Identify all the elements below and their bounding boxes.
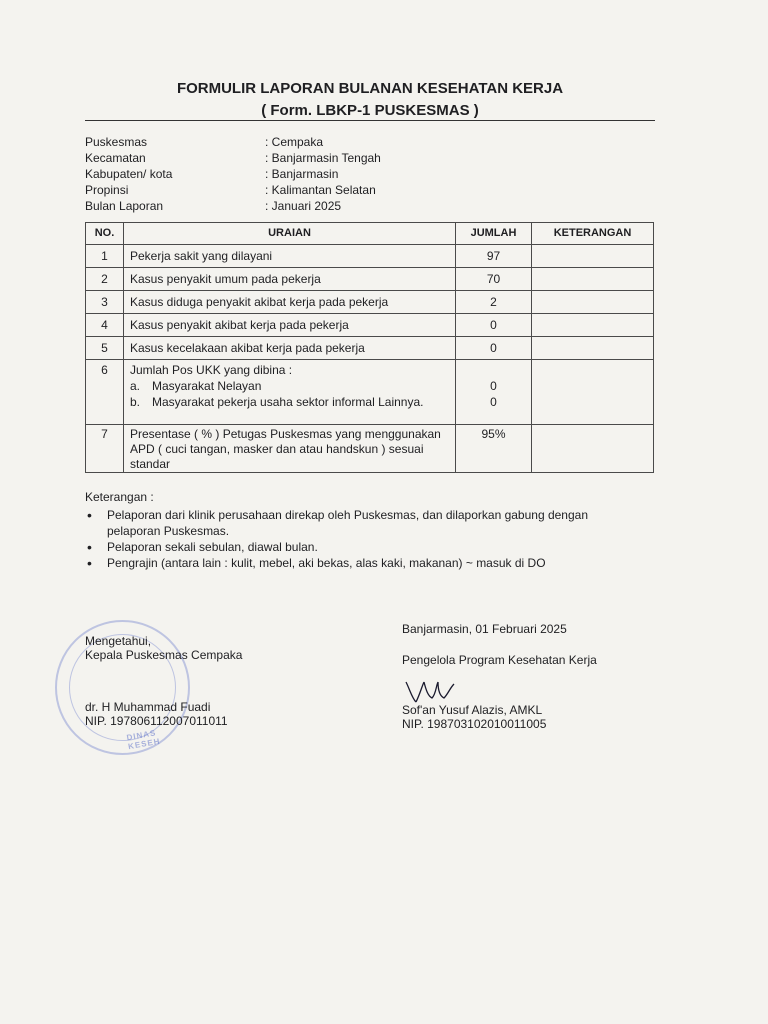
notes-title: Keterangan : [85,490,154,504]
cell-uraian [124,360,456,425]
cell-jumlah: 0 [456,337,532,360]
row6-item-a [130,378,449,394]
table-row [86,337,654,360]
header-jumlah: JUMLAH [456,223,532,245]
notes-section [85,489,645,571]
cell-no: 2 [86,268,124,291]
info-value: : Januari 2025 [265,199,342,213]
note-item [87,507,627,539]
sig-left-line1: Mengetahui, [85,634,152,648]
sig-right-role: Pengelola Program Kesehatan Kerja [402,653,597,667]
row6-heading: Jumlah Pos UKK yang dibina : [130,363,293,377]
cell-keterangan [532,337,654,360]
sig-left-nip: NIP. 197806112007011011 [85,714,228,728]
info-label: Kabupaten/ kota [85,167,173,181]
cell-no: 5 [86,337,124,360]
cell-uraian: Kasus kecelakaan akibat kerja pada pekerja [124,337,456,360]
cell-keterangan [532,291,654,314]
row6-a-value: 0 [490,379,497,393]
cell-keterangan [532,245,654,268]
cell-uraian: Kasus penyakit umum pada pekerja [124,268,456,291]
info-label: Propinsi [85,183,129,197]
note-item [87,555,645,571]
info-label: Bulan Laporan [85,199,164,213]
cell-jumlah: 97 [456,245,532,268]
cell-keterangan [532,314,654,337]
cell-jumlah [456,360,532,425]
cell-no: 3 [86,291,124,314]
bullet-icon: • [87,507,92,523]
info-label: Puskesmas [85,135,148,149]
header-no: NO. [86,223,124,245]
handwritten-signature-icon [402,676,462,706]
signature-left [85,634,242,728]
cell-uraian: Kasus penyakit akibat kerja pada pekerja [124,314,456,337]
info-value: : Kalimantan Selatan [265,183,376,197]
notes-list [85,507,645,571]
table-row [86,425,654,473]
table-header-row [86,223,654,245]
note-text: Pelaporan dari klinik perusahaan direkap oleh Puskesmas, dan dilaporkan gabung dengan pelaporan Puskesmas. [107,508,588,538]
header-uraian: URAIAN [124,223,456,245]
cell-keterangan [532,360,654,425]
sig-right-name: Sof'an Yusuf Alazis, AMKL [402,703,543,717]
cell-jumlah: 2 [456,291,532,314]
cell-jumlah: 95% [456,425,532,473]
info-label: Kecamatan [85,151,146,165]
row6-item-a-mark: a. [130,379,141,393]
cell-jumlah: 0 [456,314,532,337]
sig-left-line2: Kepala Puskesmas Cempaka [85,648,243,662]
sig-right-place-date: Banjarmasin, 01 Februari 2025 [402,622,567,636]
bullet-icon: • [87,555,92,571]
info-value: : Cempaka [265,135,324,149]
form-title: FORMULIR LAPORAN BULANAN KESEHATAN KERJA [176,80,564,97]
sig-right-nip: NIP. 198703102010011005 [402,717,547,731]
table-row [86,291,654,314]
table-row [86,268,654,291]
cell-uraian: Presentase ( % ) Petugas Puskesmas yang menggunakan APD ( cuci tangan, masker dan atau handskun ) sesuai standar [124,425,456,473]
row6-item-a-text: Masyarakat Nelayan [152,379,262,393]
info-value: : Banjarmasin Tengah [265,151,381,165]
sig-left-name: dr. H Muhammad Fuadi [85,700,211,714]
cell-keterangan [532,425,654,473]
table-row [86,360,654,425]
stamp-text: DINAS KESEH [125,728,162,752]
cell-no: 6 [86,360,124,425]
cell-no: 1 [86,245,124,268]
form-subtitle: ( Form. LBKP-1 PUSKESMAS ) [261,102,479,119]
row6-item-b-text: Masyarakat pekerja usaha sektor informal Lainnya. [152,395,424,409]
bullet-icon: • [87,539,92,555]
row6-b-value: 0 [490,395,497,409]
note-text: Pengrajin (antara lain : kulit, mebel, aki bekas, alas kaki, makanan) ~ masuk di DO [107,556,546,570]
info-value: : Banjarmasin [265,167,339,181]
row6-item-b [130,394,449,410]
note-text: Pelaporan sekali sebulan, diawal bulan. [107,540,318,554]
row6-item-b-mark: b. [130,395,141,409]
header-keterangan: KETERANGAN [532,223,654,245]
cell-no: 4 [86,314,124,337]
report-table [85,222,654,473]
cell-jumlah: 70 [456,268,532,291]
note-item [87,539,645,555]
cell-no: 7 [86,425,124,473]
cell-keterangan [532,268,654,291]
cell-uraian: Pekerja sakit yang dilayani [124,245,456,268]
cell-uraian: Kasus diduga penyakit akibat kerja pada pekerja [124,291,456,314]
table-row [86,314,654,337]
title-divider [85,120,655,121]
table-row [86,245,654,268]
